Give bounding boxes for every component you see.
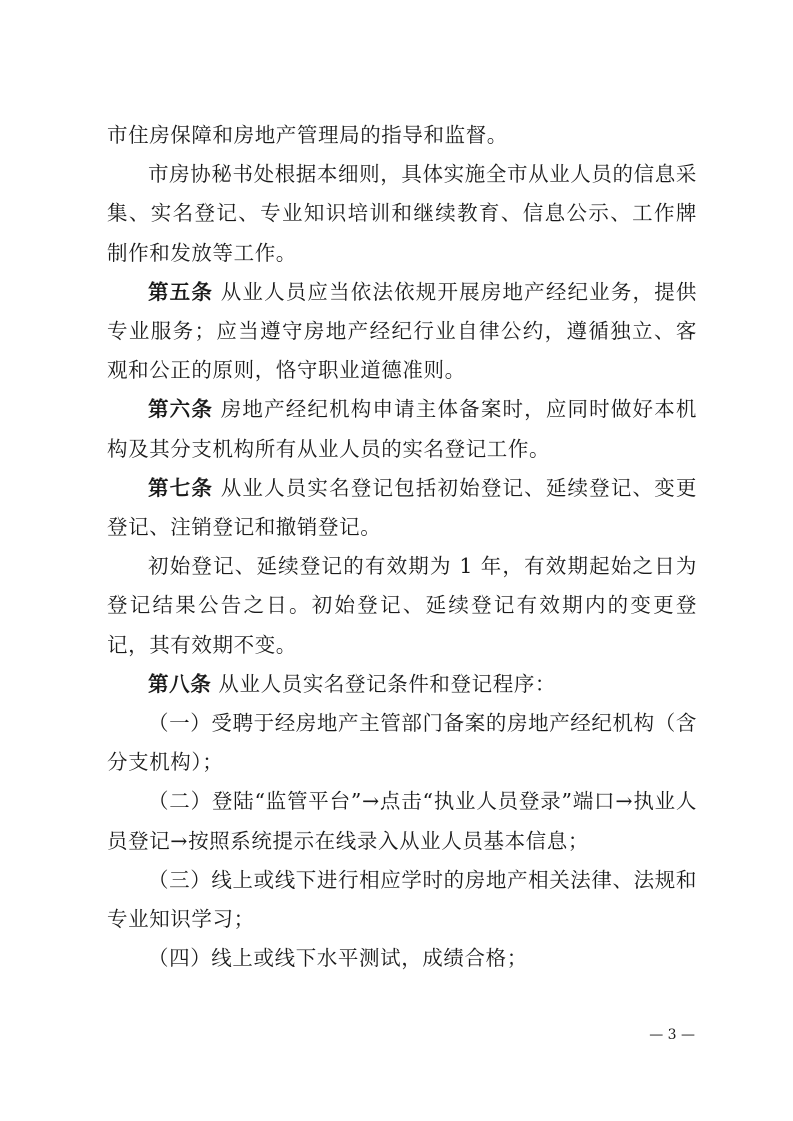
paragraph-text: 从业人员实名登记条件和登记程序：	[211, 671, 557, 696]
paragraph	[107, 665, 697, 704]
paragraph	[107, 547, 697, 665]
paragraph	[107, 155, 697, 273]
paragraph-text: 市房协秘书处根据本细则，具体实施全市从业人员的信息采集、实名登记、专业知识培训和继续教育、信息公示、工作牌制作和发放等工作。	[107, 162, 697, 265]
article-heading: 第六条	[148, 397, 214, 422]
paragraph	[107, 469, 697, 547]
page-number: — 3 —	[649, 1027, 695, 1043]
paragraph-text: 从业人员应当依法依规开展房地产经纪业务，提供专业服务；应当遵守房地产经纪行业自律公约，遵循独立、客观和公正的原则，恪守职业道德准则。	[107, 279, 697, 383]
paragraph	[107, 116, 697, 155]
article-heading: 第七条	[148, 475, 214, 500]
paragraph-text: （二）登陆“监管平台”→点击“执业人员登录”端口→执业人员登记→按照系统提示在线录入从业人员基本信息；	[107, 789, 697, 853]
paragraph-text: 初始登记、延续登记的有效期为 1 年，有效期起始之日为登记结果公告之日。初始登记、延续登记有效期内的变更登记，其有效期不变。	[107, 554, 697, 657]
paragraph-text: 市住房保障和房地产管理局的指导和监督。	[107, 123, 508, 147]
paragraph-text: （三）线上或线下进行相应学时的房地产相关法律、法规和专业知识学习；	[107, 867, 697, 932]
paragraph	[107, 273, 697, 391]
paragraph-text: （四）线上或线下水平测试，成绩合格；	[148, 946, 528, 971]
article-heading: 第五条	[148, 279, 214, 304]
paragraph	[107, 939, 697, 978]
article-heading: 第八条	[148, 671, 212, 696]
paragraph	[107, 390, 697, 468]
body-text	[107, 116, 697, 978]
paragraph	[107, 861, 697, 939]
paragraph-text: 从业人员实名登记包括初始登记、延续登记、变更登记、注销登记和撤销登记。	[107, 475, 697, 540]
paragraph-text: （一）受聘于经房地产主管部门备案的房地产经纪机构（含分支机构）；	[107, 711, 697, 775]
paragraph-text: 房地产经纪机构申请主体备案时，应同时做好本机构及其分支机构所有从业人员的实名登记工作。	[107, 397, 697, 461]
paragraph	[107, 704, 697, 782]
paragraph	[107, 782, 697, 860]
